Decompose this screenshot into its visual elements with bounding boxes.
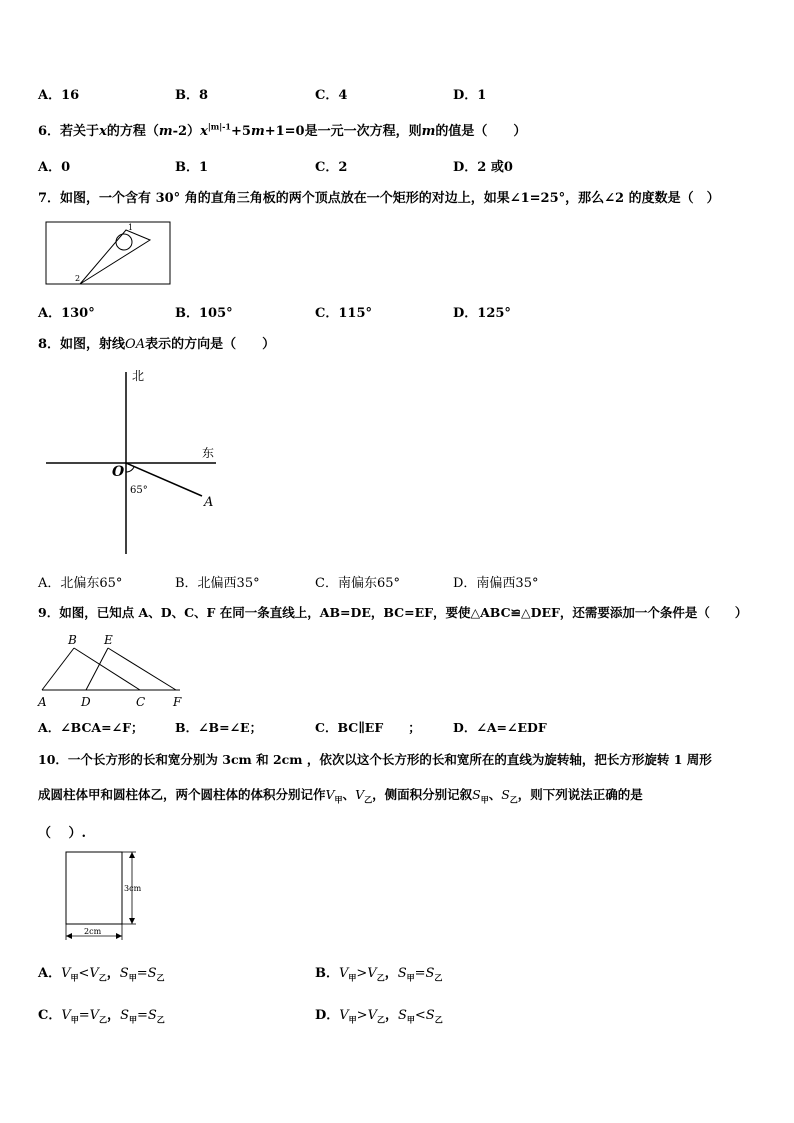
q7-figure (44, 220, 174, 288)
q8-option-a[interactable]: A．北偏东65° (38, 576, 123, 591)
east-label: 东 (202, 446, 215, 460)
q9-figure (36, 630, 186, 710)
q9-label-f: F (173, 695, 182, 709)
point-a-label: A (204, 495, 214, 510)
angle-label: 65° (130, 485, 148, 496)
q7-option-c[interactable]: C．115° (315, 306, 372, 321)
q6-option-b[interactable]: B．1 (175, 160, 209, 175)
q8-option-c[interactable]: C．南偏东65° (315, 576, 400, 591)
q6-stem: 6．若关于x的方程$(m-2)x^{|m|-1}+5m+1=0$是一元一次方程，则m的值是（ ） (38, 121, 527, 139)
q10-line2: 成圆柱体甲和圆柱体乙，两个圆柱体的体积分别记作$V_甲$、$V_乙$，侧面积分别记叙$S_甲$、$S_乙$，则下列说法正确的是 (38, 787, 643, 805)
q6-option-a[interactable]: A．0 (38, 160, 71, 175)
origin-label: O (112, 464, 125, 480)
q8-stem: 8．如图，射线OA表示的方向是（ ） (38, 337, 276, 352)
north-label: 北 (132, 369, 145, 383)
q9-option-b[interactable]: B．∠B=∠E； (175, 720, 263, 735)
q7-option-a[interactable]: A．130° (38, 306, 95, 321)
q6-option-c[interactable]: C．2 (315, 160, 348, 175)
height-label: 3cm (124, 884, 142, 893)
q8-figure (44, 366, 224, 558)
q10-line3: （ ）. (38, 826, 87, 841)
q9-label-b: B (68, 633, 77, 647)
q5-option-b[interactable]: B．8 (175, 88, 209, 103)
q9-stem: 9．如图，已知点 A、D、C、F 在同一条直线上，AB=DE，BC=EF，要使△ABC≌△DEF，还需要添加一个条件是（ ） (38, 605, 748, 620)
q5-option-c[interactable]: C．4 (315, 88, 348, 103)
q6-option-d[interactable]: D．2 或0 (453, 160, 513, 175)
q9-option-a[interactable]: A．∠BCA=∠F； (38, 720, 144, 735)
q10-line1: 10．一个长方形的长和宽分别为 3cm 和 2cm ，依次以这个长方形的长和宽所在的直线为旋转轴，把长方形旋转 1 周形 (38, 752, 712, 767)
q8-option-b[interactable]: B．北偏西35° (175, 576, 260, 591)
q7-label-1: 1 (128, 223, 134, 232)
q9-label-e: E (104, 633, 113, 647)
q9-option-c[interactable]: C．BC∥EF ； (315, 720, 421, 735)
triangle-ruler (80, 230, 150, 284)
q10-option-a[interactable]: A．$V_甲<V_乙$，$S_甲=S_乙$ (38, 966, 165, 983)
q10-option-d[interactable]: D．$V_甲>V_乙$，$S_甲<S_乙$ (315, 1008, 443, 1025)
q7-option-d[interactable]: D．125° (453, 306, 511, 321)
q10-option-c[interactable]: C．$V_甲=V_乙$，$S_甲=S_乙$ (38, 1008, 165, 1025)
q8-option-d[interactable]: D．南偏西35° (453, 576, 539, 591)
q5-option-a[interactable]: A．16 (38, 88, 80, 103)
q7-label-2: 2 (75, 274, 81, 283)
width-label: 2cm (84, 927, 102, 936)
q10-option-b[interactable]: B．$V_甲>V_乙$，$S_甲=S_乙$ (315, 966, 443, 983)
q9-option-d[interactable]: D．∠A=∠EDF (453, 720, 547, 735)
q10-figure (62, 848, 152, 942)
q9-label-c: C (136, 695, 146, 709)
q7-stem: 7．如图，一个含有 30° 角的直角三角板的两个顶点放在一个矩形的对边上，如果∠1=25°，那么∠2 的度数是（ ） (38, 191, 720, 206)
q5-option-d[interactable]: D．1 (453, 88, 487, 103)
q9-label-d: D (81, 695, 91, 709)
q7-option-b[interactable]: B．105° (175, 306, 233, 321)
q9-label-a: A (38, 695, 47, 709)
